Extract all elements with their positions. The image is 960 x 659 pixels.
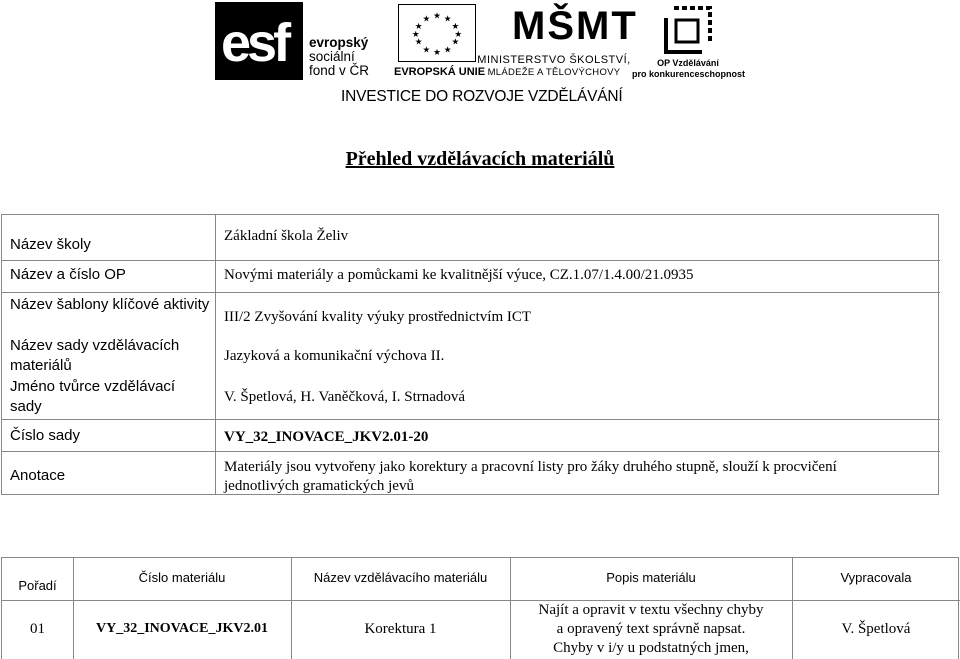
logo-banner <box>210 0 750 110</box>
cell-description-line1: Najít a opravit v textu všechny chyby <box>538 602 764 618</box>
msmt-line1: MINISTERSTVO ŠKOLSTVÍ, <box>477 54 631 66</box>
msmt-mark: MŠMT <box>512 4 638 48</box>
cell-author: V. Špetlová <box>841 621 911 637</box>
cell-description-line2: a opravený text správně napsat. <box>556 621 746 637</box>
column-header-author: Vypracovala <box>840 570 912 585</box>
op-mark-icon <box>662 4 714 56</box>
info-table <box>1 214 939 495</box>
svg-text:★: ★ <box>422 14 431 25</box>
value-set-number: VY_32_INOVACE_JKV2.01-20 <box>224 429 429 445</box>
value-op-name: Novými materiály a pomůckami ke kvalitnější výuce, CZ.1.07/1.4.00/21.0935 <box>224 267 694 283</box>
column-header-order: Pořadí <box>18 578 57 593</box>
cell-description-line3: Chyby v i/y u podstatných jmen, <box>553 640 749 656</box>
materials-table <box>1 557 959 659</box>
eu-flag-icon <box>398 4 476 62</box>
value-template: III/2 Zvyšování kvality výuky prostřednictvím ICT <box>224 309 532 325</box>
esf-logo <box>215 2 380 80</box>
svg-text:★: ★ <box>433 48 441 59</box>
value-annotation-line1: Materiály jsou vytvořeny jako korektury a pracovní listy pro žáky druhého stupně, slouží k procvičení <box>224 459 837 475</box>
op-line1: OP Vzdělávání <box>657 58 719 68</box>
esf-line2: sociální <box>309 49 355 64</box>
value-author: V. Špetlová, H. Vaněčková, I. Strnadová <box>224 389 466 405</box>
eu-label: EVROPSKÁ UNIE <box>394 66 486 78</box>
header-divider <box>2 600 960 601</box>
svg-text:★: ★ <box>454 29 463 40</box>
svg-text:★: ★ <box>433 11 441 22</box>
value-annotation-line2: jednotlivých gramatických jevů <box>224 478 414 494</box>
row-divider <box>2 451 940 452</box>
svg-text:★: ★ <box>451 37 460 48</box>
svg-text:★: ★ <box>443 45 452 56</box>
op-logo <box>632 2 744 80</box>
label-template: Název šablony klíčové aktivity <box>10 296 210 313</box>
esf-mark <box>215 2 303 80</box>
svg-text:★: ★ <box>422 45 431 56</box>
label-set-number: Číslo sady <box>10 427 81 444</box>
label-op-name: Název a číslo OP <box>10 266 126 283</box>
eu-logo <box>394 2 486 80</box>
msmt-line2: MLÁDEŽE A TĚLOVÝCHOVY <box>487 67 621 78</box>
svg-text:★: ★ <box>411 29 420 40</box>
esf-mark-text: esf <box>221 13 288 73</box>
row-divider <box>2 292 940 293</box>
label-author: Jméno tvůrce vzdělávací sady <box>10 378 176 415</box>
cell-number: VY_32_INOVACE_JKV2.01 <box>95 621 269 636</box>
page-title: Přehled vzdělávacích materiálů <box>345 148 615 170</box>
svg-text:★: ★ <box>414 22 423 33</box>
svg-text:★: ★ <box>443 14 452 25</box>
row-divider <box>2 260 940 261</box>
slogan: INVESTICE DO ROZVOJE VZDĚLÁVÁNÍ <box>341 88 623 105</box>
esf-line3: fond v ČR <box>309 63 370 78</box>
label-set-name: Název sady vzdělávacích materiálů <box>10 337 180 374</box>
cell-name: Korektura 1 <box>364 621 437 637</box>
label-school-name: Název školy <box>10 236 91 253</box>
esf-caption <box>309 36 369 78</box>
op-line2: pro konkurenceschopnost <box>632 69 746 79</box>
value-school-name: Základní škola Želiv <box>224 228 349 244</box>
msmt-logo <box>474 2 638 80</box>
row-divider <box>2 419 940 420</box>
column-header-number: Číslo materiálu <box>138 570 226 585</box>
label-annotation: Anotace <box>10 467 66 484</box>
svg-text:★: ★ <box>451 22 460 33</box>
cell-order: 01 <box>30 621 45 637</box>
column-header-name: Název vzdělávacího materiálu <box>313 570 488 585</box>
value-set-name: Jazyková a komunikační výchova II. <box>224 348 445 364</box>
column-header-description: Popis materiálu <box>606 570 696 585</box>
svg-text:★: ★ <box>414 37 423 48</box>
esf-line1: evropský <box>309 35 369 50</box>
